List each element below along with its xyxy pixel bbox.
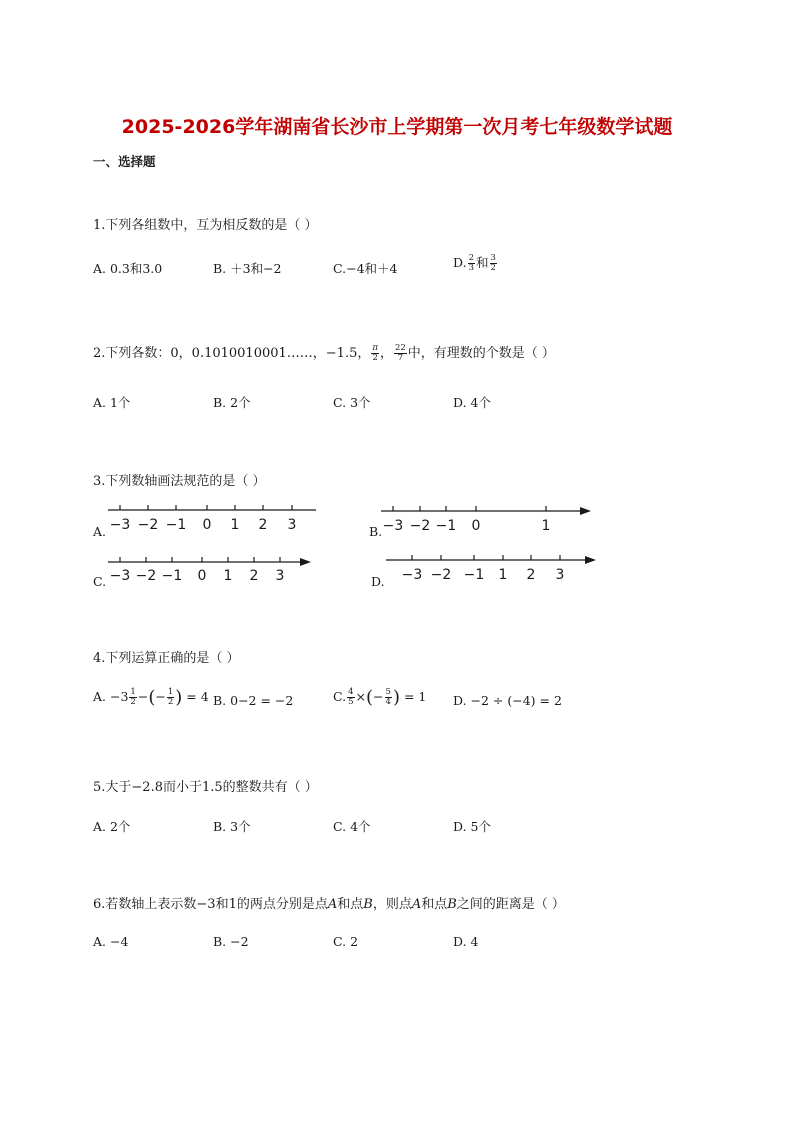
q3-d-tick-label: −2 [430, 567, 452, 583]
q3-a-tick-label: 1 [230, 517, 240, 533]
q3-option-b-label: B. [369, 524, 383, 539]
q6-option-d: D. 4 [453, 934, 479, 949]
q2-pi-fraction: $\frac{\pi}{2}$ [372, 343, 378, 363]
q3-a-tick-label: −1 [165, 517, 187, 533]
q3-a-tick-label: −2 [137, 517, 159, 533]
q3-b-tick-label: −3 [382, 518, 404, 534]
q4-option-c: C. $\frac{4}{5}$ ×(− $\frac{5}{4}$ ) = 1 [333, 687, 427, 708]
q3-c-tick-label: 0 [197, 568, 207, 584]
q6-option-a: A. −4 [93, 934, 129, 949]
question-4-stem: 4.下列运算正确的是（ ） [93, 651, 240, 666]
q3-d-arrow-icon [585, 556, 596, 564]
question-3-stem: 3.下列数轴画法规范的是（ ） [93, 474, 266, 489]
q3-c-tick-label: −1 [161, 568, 183, 584]
q3-b-tick-label: −2 [409, 518, 431, 534]
q3-c-tick-label: 1 [223, 568, 233, 584]
q3-option-c-label: C. [93, 574, 107, 589]
q3-a-tick-label: 3 [287, 517, 297, 533]
question-5-stem: 5.大于−2.8而小于1.5的整数共有（ ） [93, 780, 318, 795]
q2-option-c: C. 3个 [333, 395, 371, 410]
q5-option-c: C. 4个 [333, 819, 371, 834]
question-1-stem: 1.下列各组数中，互为相反数的是（ ） [93, 218, 318, 233]
q3-option-d-label: D. [371, 574, 385, 589]
q6-option-b: B. −2 [213, 934, 249, 949]
q3-c-tick-label: 2 [249, 568, 259, 584]
q3-c-tick-label: 3 [275, 568, 285, 584]
question-2-stem: 2.下列各数：0，0.1010010001……，−1.5， $\frac{\pi}{2}$ ， $\frac{22}{7}$ 中，有理数的个数是（ ） [93, 343, 555, 363]
q1-d-label: D. [453, 255, 467, 270]
q5-option-a: A. 2个 [93, 819, 131, 834]
q3-d-tick-label: 2 [526, 567, 536, 583]
q1-d-fraction-1: $\frac{2}{3}$ [468, 253, 474, 273]
q3-b-tick-label: 0 [471, 518, 481, 534]
q3-b-tick-label: −1 [435, 518, 457, 534]
q2-option-b: B. 2个 [213, 395, 251, 410]
q1-d-fraction-2: $\frac{3}{2}$ [490, 253, 496, 273]
q5-option-d: D. 5个 [453, 819, 491, 834]
q2-option-a: A. 1个 [93, 395, 131, 410]
q3-a-tick-label: 2 [258, 517, 268, 533]
q3-b-tick-label: 1 [541, 518, 551, 534]
q5-option-b: B. 3个 [213, 819, 251, 834]
q4-option-d: D. −2 ÷ (−4) = 2 [453, 693, 562, 708]
q2-option-d: D. 4个 [453, 395, 491, 410]
q3-c-tick-label: −2 [135, 568, 157, 584]
q3-a-tick-label: 0 [202, 517, 212, 533]
q4-option-b: B. 0−2 = −2 [213, 693, 294, 708]
q3-d-tick-label: 1 [498, 567, 508, 583]
q6-option-c: C. 2 [333, 934, 359, 949]
page-title: 2025-2026学年湖南省长沙市上学期第一次月考七年级数学试题 [121, 116, 673, 138]
q1-option-b: B. ＋3和−2 [213, 261, 282, 276]
q4-option-a: A. −3 $\frac{1}{2}$ −(− $\frac{1}{2}$ ) = 4 [93, 687, 209, 708]
q3-option-a-label: A. [93, 524, 107, 539]
q3-d-tick-label: −3 [401, 567, 423, 583]
q3-a-tick-label: −3 [109, 517, 131, 533]
question-6-stem: 6.若数轴上表示数−3和1的两点分别是点A和点B，则点A和点B之间的距离是（ ） [93, 897, 565, 912]
q1-d-and: 和 [475, 255, 489, 270]
q3-d-tick-label: 3 [555, 567, 565, 583]
q1-option-c: C.−4和＋4 [333, 261, 398, 276]
q3-c-tick-label: −3 [109, 568, 131, 584]
q1-option-a: A. 0.3和3.0 [93, 261, 163, 276]
q2-22-7-fraction: $\frac{22}{7}$ [394, 343, 406, 363]
section-heading: 一、选择题 [93, 154, 156, 169]
q3-d-tick-label: −1 [463, 567, 485, 583]
